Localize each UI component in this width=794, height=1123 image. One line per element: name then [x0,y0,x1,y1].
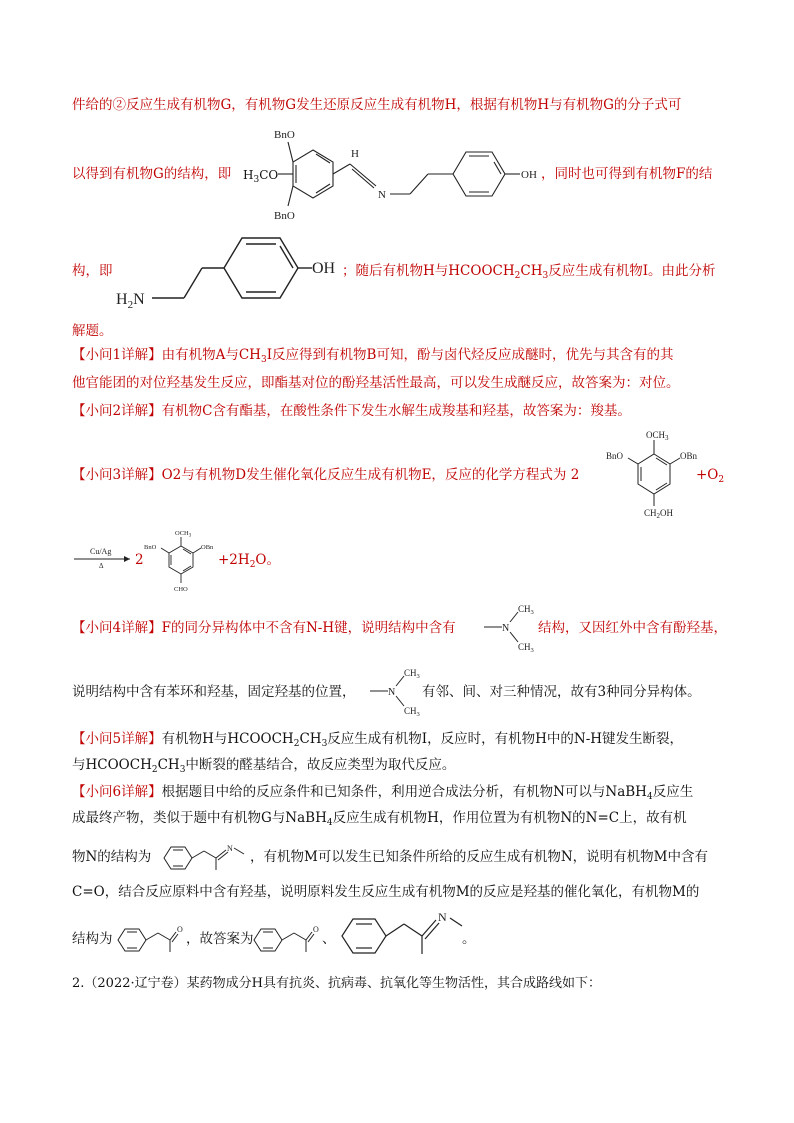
reaction-arrow [72,545,134,569]
f-oh-label: OH [312,260,336,277]
q6-line-2: 成最终产物，类似于题中有机物G与NaBH$_4$反应生成有机物H，作用位置为有机物N的N=C上，故有机 [72,810,687,828]
dimethylamino-group-2 [366,664,426,720]
svg-text:OCH3: $OCH_3$ [175,530,192,539]
text-line-2b: ，同时也可得到有机物F的结 [541,166,713,182]
svg-text:N [378,189,386,201]
h-label: H [351,148,359,160]
svg-text:OH [312,260,336,277]
q3-line: 【小问3详解】O2与有机物D发生催化氧化反应生成有机物E，反应的化学方程式为 2 [72,467,580,483]
svg-text:O: O [313,925,319,934]
plus-o2: $+O_2$ [696,467,725,485]
text-line-4: 解题。 [72,323,113,339]
bno-label-top: BnO [274,129,295,141]
svg-text:OBn: OBn [201,544,214,551]
q4-line-2b: 有邻、间、对三种情况，故有3种同分异构体。 [422,684,701,700]
svg-text:CH2OH: $CH_2OH$ [644,508,674,520]
text-line-2a: 以得到有机物G的结构，即 [72,166,232,182]
q5-line-2: 与$HCOOCH_2CH_3$中断裂的醛基结合，故反应类型为取代反应。 [72,757,456,775]
svg-text:CHO: CHO [174,586,188,593]
svg-text:BnO [274,129,295,141]
molecule-f-structure [112,226,352,316]
svg-text:OH [521,169,537,181]
q4-line-2a: 说明结构中含有苯环和羟基，固定羟基的位置， [72,684,356,700]
svg-text:N: N [502,623,510,634]
svg-text:H [351,148,359,160]
q1-line-2: 他官能团的对位羟基发生反应，即酯基对位的酚羟基活性最高，可以发生成醚反应，故答案为：对位。 [72,375,680,391]
svg-text:Δ: Δ [99,562,104,570]
svg-text:Cu/Ag: Cu/Ag [90,547,112,556]
q6-line-5d: 。 [462,931,476,947]
molecule-e-structure [143,528,223,596]
n-label: N [378,189,386,201]
svg-text:N: N [227,844,233,853]
molecule-g-structure [238,120,568,230]
svg-text:OCH3: $OCH_3$ [646,430,669,442]
plus-h2o: $+2H_2O$。 [218,552,280,570]
q6-line-5c: 、 [322,931,336,947]
q6-line-3b: ，有机物M可以发生已知条件所给的反应生成有机物N，说明有机物M中含有 [250,849,708,865]
molecule-m-answer-1 [114,914,186,958]
q6-line-3a: 物N的结构为 [72,849,152,865]
text-line-3b: ；随后有机物H与$HCOOCH_2CH_3$反应生成有机物I。由此分析 [342,263,716,281]
molecule-m-answer-2 [250,914,322,958]
text-line-1: 件给的②反应生成有机物G，有机物G发生还原反应生成有机物H，根据有机物H与有机物G的分子式可 [72,97,682,113]
h3co-label: $H_3CO$ [243,168,279,185]
svg-text:CH3: $CH_3$ [518,642,534,654]
molecule-n-small [160,834,250,878]
coef-2: 2 [135,552,144,568]
q2-line: 【小问2详解】有机物C含有酯基，在酸性条件下发生水解生成羧基和羟基，故答案为：羧基。 [72,403,631,419]
dimethylamino-group-1 [480,600,540,656]
svg-text:BnO: BnO [144,544,157,551]
oh-label: OH [521,169,537,181]
q4-line-1b: 结构，又因红外中含有酚羟基， [538,620,727,636]
question-2022-liaoning: 2.（2022·辽宁卷）某药物成分H具有抗炎、抗病毒、抗氧化等生物活性，其合成路线如下： [72,976,601,991]
svg-text:CH3: $CH_3$ [404,706,420,718]
svg-text:N: N [388,687,396,698]
svg-text:BnO [274,210,295,222]
q1-line-1: 【小问1详解】由有机物A与$CH_3I$反应得到有机物B可知，酚与卤代烃反应成醚时，优先与其含有的其 [72,347,674,365]
svg-text:N: N [438,910,447,924]
svg-text:BnO: BnO [606,451,624,461]
q6-line-1: 【小问6详解】根据题目中给的反应条件和已知条件，利用逆合成法分析，有机物N可以与NaBH$_4$反应生 [72,784,694,802]
svg-text:CH3: $CH_3$ [404,668,420,680]
h2n-label: H [116,291,128,308]
text-line-3a: 构，即 [72,263,113,279]
svg-text:O: O [177,925,183,934]
q4-line-1: 【小问4详解】F的同分异构体中不含有N-H键，说明结构中含有 [72,620,456,636]
molecule-n-answer [336,900,466,962]
svg-text:H2N: $H_2N$ [116,291,145,311]
q5-line-1: 【小问5详解】有机物H与$HCOOCH_2CH_3$反应生成有机物I，反应时，有机物H中的N-H键发生断裂， [72,731,684,749]
q6-line-5b: ，故答案为 [186,931,254,947]
svg-text:CH3: $CH_3$ [518,604,534,616]
svg-text:OBn: OBn [680,451,698,461]
q6-line-4: C=O，结合反应原料中含有羟基，说明原料发生反应生成有机物M的反应是羟基的催化氧化，有机物M的 [72,884,700,900]
q6-line-5a: 结构为 [72,931,113,947]
bno-label-bottom: BnO [274,210,295,222]
